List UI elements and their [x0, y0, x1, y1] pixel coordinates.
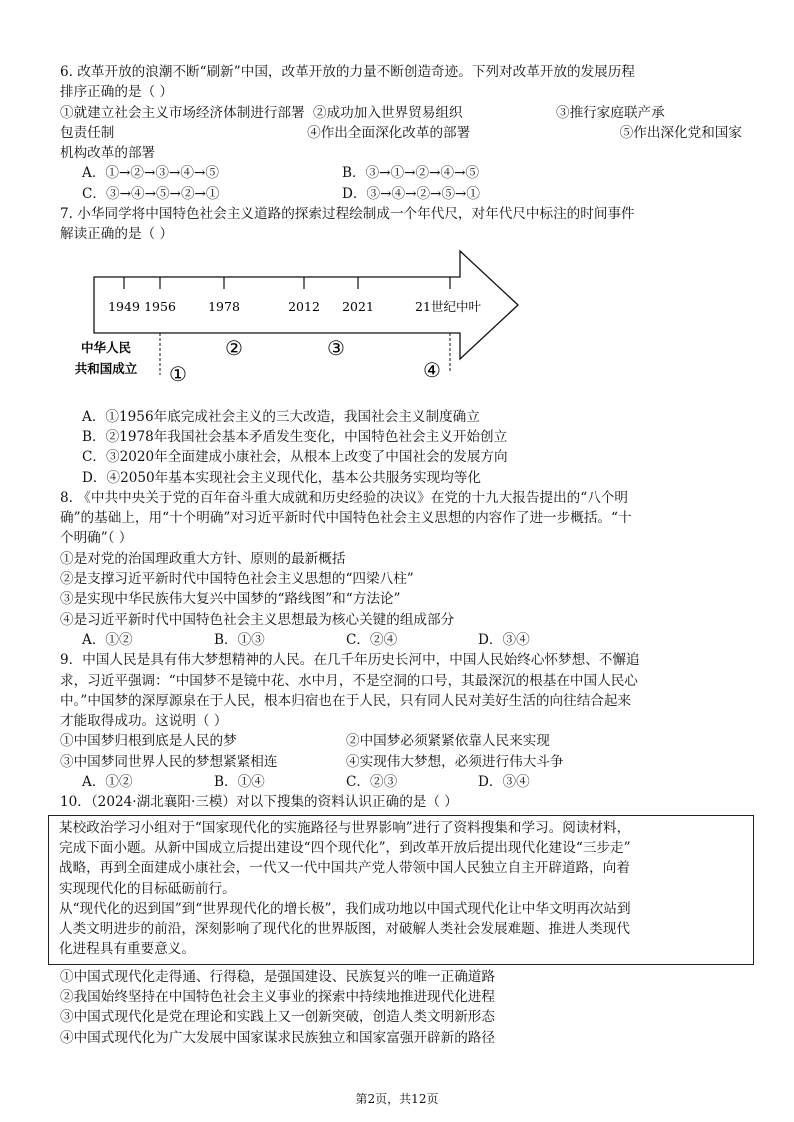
q9-option-b[interactable]: B．①④	[214, 774, 265, 791]
q8-options-row	[60, 630, 742, 650]
q9-stem-line: 求，习近平强调：“中国梦不是镜中花、水中月，不是空洞的口号，其最深沉的根基在中国人民心	[60, 672, 638, 689]
year-1949: 1949	[108, 298, 140, 314]
question-7	[60, 204, 742, 488]
q9-statement-4: ④实现伟大梦想，必须进行伟大斗争	[346, 753, 564, 770]
q8-option-a[interactable]: A．①②	[82, 631, 133, 648]
q9-statements-row	[60, 731, 742, 751]
q9-statement-1: ①中国梦归根到底是人民的梦	[60, 733, 237, 750]
q8-stem-line: 确”的基础上，用“十个明确”对习近平新时代中国特色社会主义思想的内容作了进一步概括。“十	[60, 510, 632, 527]
q10-material-box	[48, 815, 754, 965]
q6-options-row	[60, 163, 742, 183]
year-2021: 2021	[342, 298, 374, 314]
q9-option-c[interactable]: C．②③	[346, 774, 398, 791]
q9-statements-row	[60, 752, 742, 772]
q9-option-a[interactable]: A．①②	[82, 774, 133, 791]
marker-3: ③	[327, 335, 345, 360]
q6-statements-row	[60, 123, 742, 143]
q6-statement-5-cont: 机构改革的部署	[60, 145, 156, 162]
q10-statement-1: ①中国式现代化走得通、行得稳，是强国建设、民族复兴的唯一正确道路	[60, 968, 495, 985]
q6-statement-1: ①就建立社会主义市场经济体制进行部署	[60, 104, 305, 121]
year-1956: 1956	[144, 298, 176, 314]
q6-options-row	[60, 184, 742, 204]
page-footer: 第2页，共12页	[355, 1092, 439, 1106]
q10-stem: 10．（2024·湖北襄阳·三模）对以下搜集的资料认识正确的是（ ）	[60, 794, 458, 811]
q6-stem-line: 6. 改革开放的浪潮不断“刷新”中国，改革开放的力量不断创造奇迹。下列对改革开放的发展历程	[60, 64, 635, 80]
q6-statement-2: ②成功加入世界贸易组织	[313, 104, 463, 121]
q10-material-line: 从“现代化的迟到国”到“世界现代化的增长极”，我们成功地以中国式现代化让中华文明再次站到	[59, 900, 631, 917]
q10-statement-4: ④中国式现代化为广大发展中国家谋求民族独立和国家富强开辟新的路径	[60, 1029, 495, 1046]
q6-statement-3-cont: 包责任制	[60, 124, 115, 141]
q6-statement-3: ③推行家庭联产承	[556, 104, 665, 121]
q10-material-line: 化进程具有重要意义。	[59, 941, 195, 958]
question-10	[60, 792, 742, 1048]
marker-4: ④	[423, 357, 441, 382]
exam-page	[60, 62, 742, 1048]
q9-options-row	[60, 772, 742, 792]
q9-stem-line: 9．中国人民是具有伟大梦想精神的人民。在几千年历史长河中，中国人民始终心怀梦想、不懈追	[60, 652, 640, 669]
q8-option-b[interactable]: B．①③	[214, 631, 265, 648]
question-8	[60, 488, 742, 650]
q8-statement-1: ①是对党的治国理政重大方针、原则的最新概括	[60, 550, 346, 567]
q9-stem-line: 中。”中国梦的深厚源泉在于人民，根本归宿也在于人民，只有同人民对美好生活的向往结合起来	[60, 692, 632, 709]
q8-statement-4: ④是习近平新时代中国特色社会主义思想最为核心关键的组成部分	[60, 611, 455, 628]
q10-material-line: 战略，再到全面建成小康社会，一代又一代中国共产党人带领中国人民独立自主开辟道路，向着	[59, 860, 630, 877]
q6-statement-5: ⑤作出深化党和国家	[619, 124, 742, 141]
marker-1: ①	[169, 361, 187, 386]
q6-statement-4: ④作出全面深化改革的部署	[307, 124, 471, 141]
q10-material-line: 完成下面小题。从新中国成立后提出建设“四个现代化”，到改革开放后提出现代化建设“三步走”	[59, 839, 631, 856]
q7-stem-line: 7. 小华同学将中国特色社会主义道路的探索过程绘制成一个年代尺，对年代尺中标注的时间事件	[60, 206, 635, 223]
founding-label-1: 中华人民	[80, 339, 132, 355]
year-mid-century: 21世纪中叶	[415, 298, 481, 314]
q6-option-b[interactable]: B．③→①→②→④→⑤	[342, 165, 480, 182]
q8-option-d[interactable]: D．③④	[478, 631, 530, 648]
q9-statement-3: ③中国梦同世界人民的梦想紧紧相连	[60, 753, 278, 770]
q6-statements-row	[60, 103, 742, 123]
year-2012: 2012	[288, 298, 320, 314]
q8-statement-3: ③是实现中华民族伟大复兴中国梦的“路线图”和“方法论”	[60, 591, 401, 608]
q7-option-d[interactable]: D．④2050年基本实现社会主义现代化，基本公共服务实现均等化	[82, 469, 481, 486]
q9-option-d[interactable]: D．③④	[478, 774, 530, 791]
q8-stem-line: 个明确”（ ）	[60, 530, 133, 547]
q6-stem-line: 排序正确的是（ ）	[60, 84, 174, 101]
q10-material-line: 某校政治学习小组对于“国家现代化的实施路径与世界影响”进行了资料搜集和学习。阅读材料，	[59, 819, 631, 836]
q7-option-a[interactable]: A．①1956年底完成社会主义的三大改造，我国社会主义制度确立	[82, 408, 480, 425]
q10-statement-2: ②我国始终坚持在中国特色社会主义事业的探索中持续地推进现代化进程	[60, 988, 495, 1005]
q6-option-a[interactable]: A．①→②→③→④→⑤	[82, 165, 219, 182]
marker-2: ②	[225, 335, 243, 360]
timeline-figure	[60, 247, 742, 407]
q6-option-d[interactable]: D．③→④→②→⑤→①	[342, 185, 481, 202]
q7-option-b[interactable]: B．②1978年我国社会基本矛盾发生变化，中国特色社会主义开始创立	[82, 428, 508, 445]
q10-material-line: 实现现代化的目标砥砺前行。	[59, 880, 236, 897]
question-6	[60, 62, 742, 204]
q7-option-c[interactable]: C．③2020年全面建成小康社会，从根本上改变了中国社会的发展方向	[82, 449, 508, 466]
q9-stem-line: 才能取得成功。这说明（ ）	[60, 713, 228, 730]
q8-stem-line: 8. 《中共中央关于党的百年奋斗重大成就和历史经验的决议》在党的十九大报告提出的“八个明	[60, 489, 628, 506]
timeline-svg	[60, 247, 540, 407]
q10-material-line: 人类文明进步的前沿，深刻影响了现代化的世界版图，对破解人类社会发展难题、推进人类现代	[59, 921, 630, 938]
q8-option-c[interactable]: C．②④	[346, 631, 398, 648]
q8-statement-2: ②是支撑习近平新时代中国特色社会主义思想的“四梁八柱”	[60, 571, 414, 588]
founding-label-2: 共和国成立	[74, 360, 138, 376]
year-1978: 1978	[208, 298, 240, 314]
q6-option-c[interactable]: C．③→④→⑤→②→①	[82, 185, 220, 202]
q9-statement-2: ②中国梦必须紧紧依靠人民来实现	[346, 733, 550, 750]
q10-statement-3: ③中国式现代化是党在理论和实践上又一创新突破，创造人类文明新形态	[60, 1009, 495, 1026]
q7-stem-line: 解读正确的是（ ）	[60, 226, 174, 243]
question-9	[60, 650, 742, 792]
